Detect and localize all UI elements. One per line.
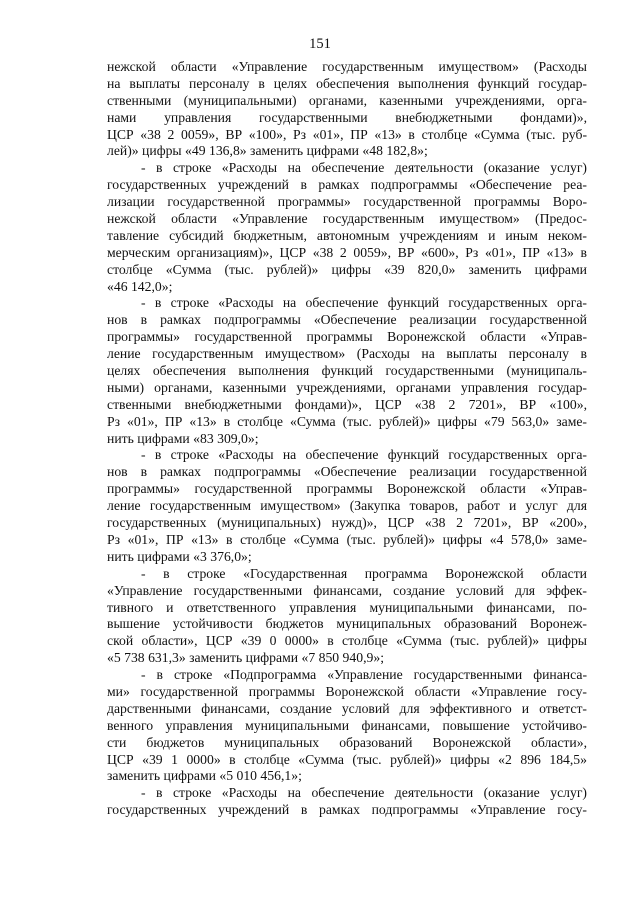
text-line: ЦСР «38 2 0059», ВР «100», Рз «01», ПР «13» в столбце «Сумма (тыс. руб-	[107, 126, 587, 142]
text-line: тивного и ответственного управления муниципальными финансами, по-	[107, 599, 587, 615]
text-line: венного управления муниципальными финансами, повышение устойчиво-	[107, 717, 587, 733]
text-line: ственными (муниципальными) органами, казенными учреждениями, орга-	[107, 92, 587, 108]
text-line: нежской области «Управление государственным имуществом» (Предос-	[107, 211, 587, 227]
text-line: нить цифрами «3 376,0»;	[107, 548, 252, 564]
text-line: ление государственным имуществом» (Закупка товаров, работ и услуг для	[107, 498, 587, 514]
text-line: программы» государственной программы Воронежской области «Управ-	[107, 329, 587, 345]
text-line: нежской области «Управление государственным имуществом» (Расходы	[107, 59, 587, 74]
text-line: государственных учреждений в рамках подпрограммы «Обеспечение реа-	[107, 177, 587, 193]
text-line: программы» государственной программы Воронежской области «Управ-	[107, 481, 587, 497]
text-line: тавление субсидий бюджетным, автономным учреждениям и иным неком-	[107, 227, 587, 243]
text-line: ми» государственной программы Воронежской области «Управление госу-	[107, 683, 587, 699]
text-line: ными) органами, казенными учреждениями, органами управления государ-	[107, 379, 587, 395]
text-line: государственных учреждений в рамках подпрограммы «Управление госу-	[107, 802, 587, 818]
text-line: Рз «01», ПР «13» в столбце «Сумма (тыс. рублей)» цифры «79 563,0» заме-	[107, 413, 587, 429]
text-line: - в строке «Расходы на обеспечение функций государственных орга-	[141, 447, 587, 463]
text-line: на выплаты персоналу в целях обеспечения выполнения функций государ-	[107, 75, 587, 91]
text-line: - в строке «Расходы на обеспечение деятельности (оказание услуг)	[141, 785, 587, 801]
text-line: лей)» цифры «49 136,8» заменить цифрами «48 182,8»;	[107, 143, 428, 159]
text-line: вышение устойчивости бюджетов муниципальных образований Воронеж-	[107, 616, 587, 632]
text-line: - в строке «Государственная программа Воронежской области	[141, 565, 587, 581]
text-line: мерческим организациям)», ЦСР «38 2 0059», ВР «600», Рз «01», ПР «13» в	[107, 244, 587, 260]
text-line: нов в рамках подпрограммы «Обеспечение реализации государственной	[107, 464, 587, 480]
text-line: ственными внебюджетными фондами)», ЦСР «38 2 7201», ВР «100»,	[107, 396, 587, 412]
text-line: «Управление государственными финансами, создание условий для эффек-	[107, 582, 587, 598]
text-line: заменить цифрами «5 010 456,1»;	[107, 768, 302, 784]
text-line: нов в рамках подпрограммы «Обеспечение реализации государственной	[107, 312, 587, 328]
text-line: лизации государственной программы» государственной программы Воро-	[107, 194, 587, 210]
text-line: государственных (муниципальных) нужд)», ЦСР «38 2 7201», ВР «200»,	[107, 515, 587, 531]
text-line: целях обеспечения выполнения функций государственными (муниципаль-	[107, 363, 587, 379]
text-line: нить цифрами «83 309,0»;	[107, 430, 259, 446]
text-line: нами управления государственными внебюджетными фондами)»,	[107, 109, 587, 125]
text-line: ской области», ЦСР «39 0 0000» в столбце «Сумма (тыс. рублей)» цифры	[107, 633, 587, 649]
text-line: сти бюджетов муниципальных образований Воронежской области»,	[107, 734, 587, 750]
text-line: - в строке «Расходы на обеспечение функций государственных орга-	[141, 295, 587, 311]
text-line: - в строке «Подпрограмма «Управление государственными финанса-	[141, 667, 587, 683]
text-line: - в строке «Расходы на обеспечение деятельности (оказание услуг)	[141, 160, 587, 176]
text-line: «46 142,0»;	[107, 278, 173, 294]
page-number: 151	[309, 36, 331, 52]
text-line: «5 738 631,3» заменить цифрами «7 850 940,9»;	[107, 650, 384, 666]
text-line: ЦСР «39 1 0000» в столбце «Сумма (тыс. рублей)» цифры «2 896 184,5»	[107, 751, 587, 767]
text-line: ление государственным имуществом» (Расходы на выплаты персоналу в	[107, 346, 587, 362]
text-line: Рз «01», ПР «13» в столбце «Сумма (тыс. рублей)» цифры «4 578,0» заме-	[107, 531, 587, 547]
text-line: столбце «Сумма (тыс. рублей)» цифры «39 820,0» заменить цифрами	[107, 261, 587, 277]
document-body	[107, 59, 587, 819]
text-line: дарственными финансами, создание условий для эффективного и ответст-	[107, 700, 587, 716]
